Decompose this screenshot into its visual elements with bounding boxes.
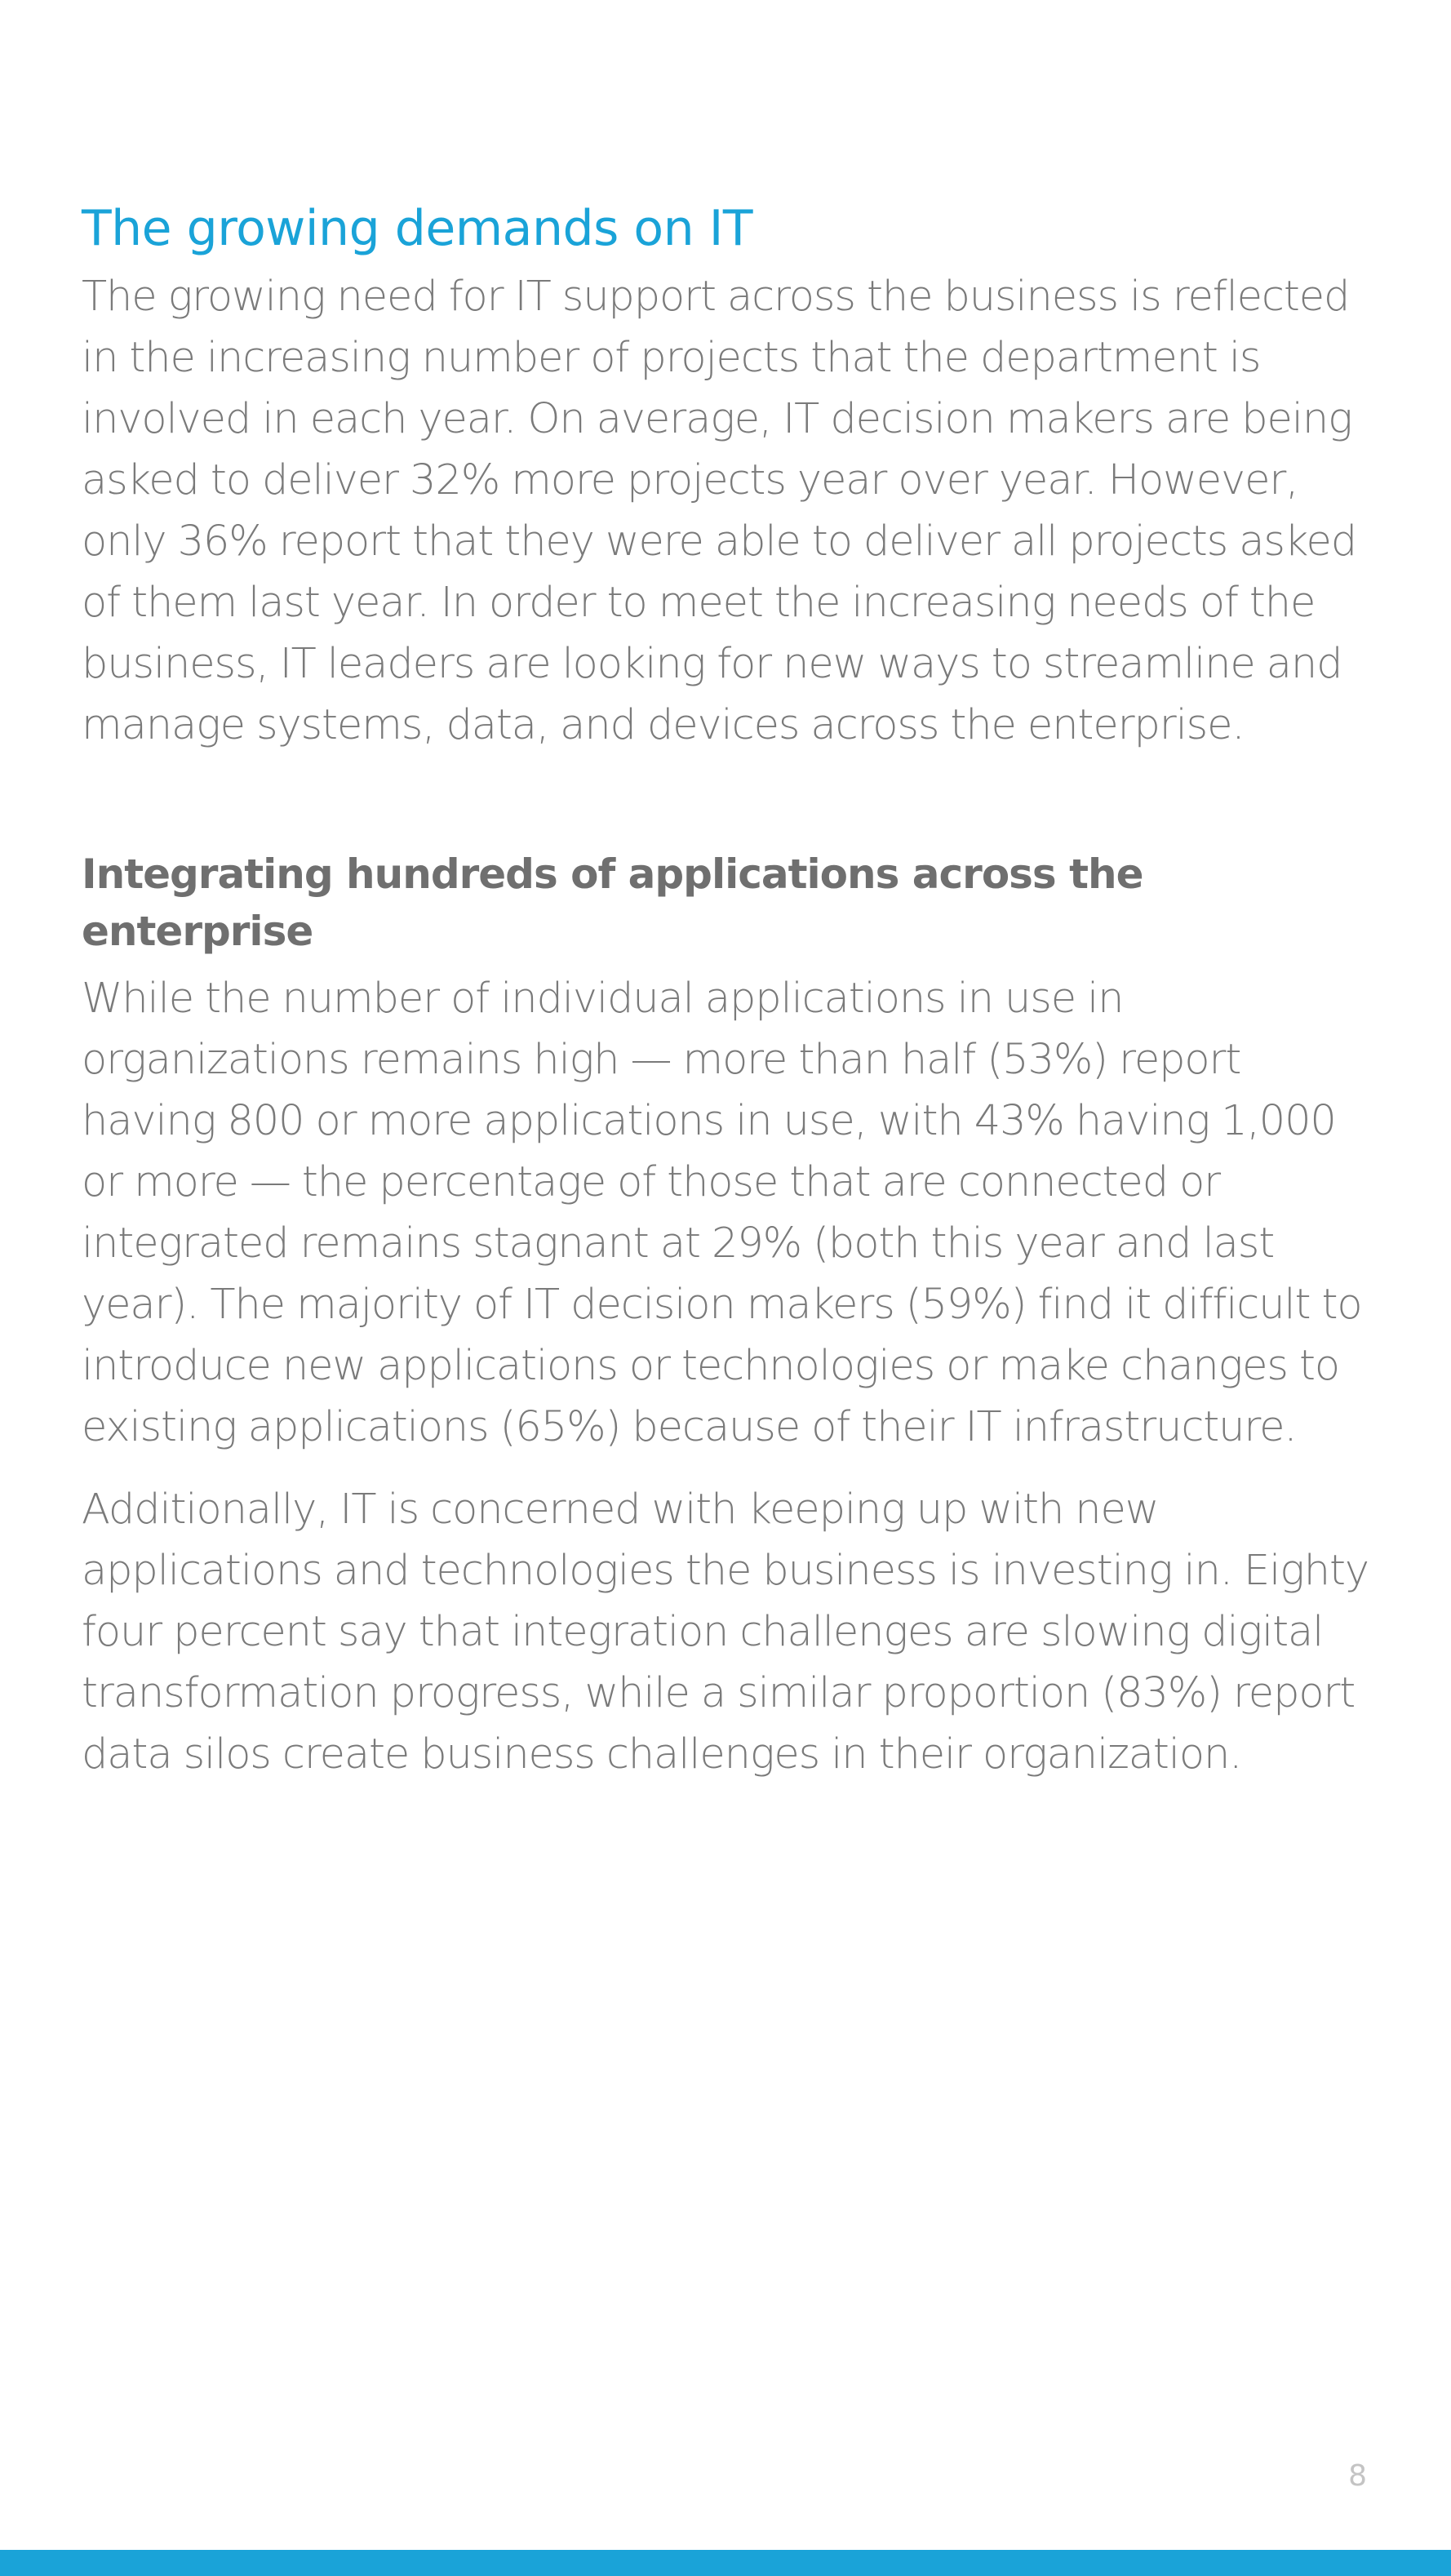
section-title: The growing demands on IT [82, 200, 753, 257]
page-content [82, 196, 1371, 1785]
page-number: 8 [1348, 2459, 1367, 2493]
body-paragraph-1: While the number of individual applications in use in organizations remains high — more than half (53%) report having 800 or more applications in use, with 43% having 1,000 or more — the percentage of those that are connected or integrated remains stagnant at 29% (both this year and last year). The majority of IT decision makers (59%) find it difficult to introduce new applications or technologies or make changes to existing applications (65%) because of their IT infrastructure. [82, 975, 1362, 1451]
body-paragraph-2: Additionally, IT is concerned with keeping up with new applications and technologies the business is investing in. Eighty four percent say that integration challenges are slowing digital transformation progress, while a similar proportion (83%) report data silos create business challenges in their organization. [82, 1486, 1369, 1779]
subsection-heading: Integrating hundreds of applications across the enterprise [82, 851, 1143, 955]
footer-accent-bar [0, 2550, 1451, 2576]
intro-paragraph: The growing need for IT support across the business is reflected in the increasing number of projects that the department is involved in each year. On average, IT decision makers are being asked to deliver 32% more projects year over year. However, only 36% report that they were able to deliver all projects asked of them last year. In order to meet the increasing needs of the business, IT leaders are looking for new ways to streamline and manage systems, data, and devices across the enterprise. [82, 273, 1357, 749]
